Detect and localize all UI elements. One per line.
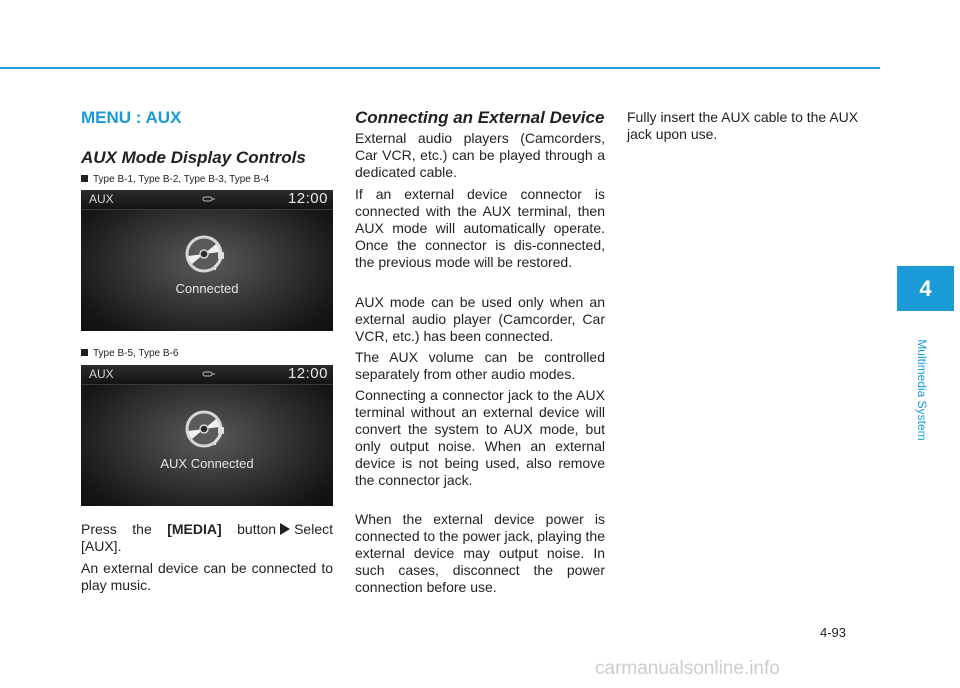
disc-cable-icon xyxy=(185,409,231,449)
aux-plug-icon xyxy=(202,370,216,378)
paragraph: External audio players (Camcorders, Car VCR, etc.) can be played through a dedicated cable. xyxy=(355,130,605,180)
aux-screen-1 xyxy=(81,190,333,331)
paragraph: Connecting a connector jack to the AUX terminal without an external device will convert the system to AUX mode, but only output noise. When an external device is not being used, also remove the connector jack. xyxy=(355,387,605,488)
chapter-title-vertical xyxy=(910,300,934,480)
paragraph: When the external device power is connected to the power jack, playing the external device may output noise. In such cases, disconnect the power connection before use. xyxy=(355,511,605,595)
screen-mode-label: AUX xyxy=(89,192,114,206)
connection-status: AUX Connected xyxy=(160,456,254,471)
paragraph: The AUX volume can be controlled separately from other audio modes. xyxy=(355,349,605,382)
watermark: carmanualsonline.info xyxy=(595,658,780,679)
screen-clock: 12:00 xyxy=(287,190,328,207)
press-instruction xyxy=(81,521,333,555)
page-number: 4-93 xyxy=(820,625,847,640)
disc-cable-icon xyxy=(185,234,231,274)
aux-plug-icon xyxy=(202,195,216,203)
screen-clock: 12:00 xyxy=(287,365,328,382)
left-paragraph-2: An external device can be connected to play music. xyxy=(81,560,333,593)
paragraph: AUX mode can be used only when an external audio player (Camcorder, Car VCR, etc.) has been connected. xyxy=(355,294,605,344)
chapter-title: Multimedia System xyxy=(915,339,929,441)
menu-heading: MENU : AUX xyxy=(81,108,182,127)
press-pre: Press the xyxy=(81,521,152,537)
press-mid: button xyxy=(237,521,277,537)
section-heading: Connecting an External Device xyxy=(355,108,605,127)
type-label-text: Type B-5, Type B-6 xyxy=(93,348,179,359)
media-button-ref: [MEDIA] xyxy=(167,521,222,537)
connection-status: Connected xyxy=(175,281,239,296)
paragraph: If an external device connector is connected with the AUX terminal, then AUX mode will automatically operate. Once the connector is dis-connected, the previous mode will be restored. xyxy=(355,186,605,270)
right-arrow-icon xyxy=(280,523,290,535)
paragraph: Fully insert the AUX cable to the AUX jack upon use. xyxy=(627,109,859,142)
press-post: Select [AUX]. xyxy=(81,521,333,554)
section-subheading: AUX Mode Display Controls xyxy=(81,148,306,167)
type-label-text: Type B-1, Type B-2, Type B-3, Type B-4 xyxy=(93,174,270,185)
screen-mode-label: AUX xyxy=(89,367,114,381)
square-bullet-icon xyxy=(81,175,88,182)
type-label-1 xyxy=(81,174,269,185)
aux-screen-2 xyxy=(81,365,333,506)
chapter-tab: 4 xyxy=(897,266,954,311)
square-bullet-icon xyxy=(81,349,88,356)
top-rule xyxy=(0,67,880,69)
type-label-2 xyxy=(81,348,178,359)
